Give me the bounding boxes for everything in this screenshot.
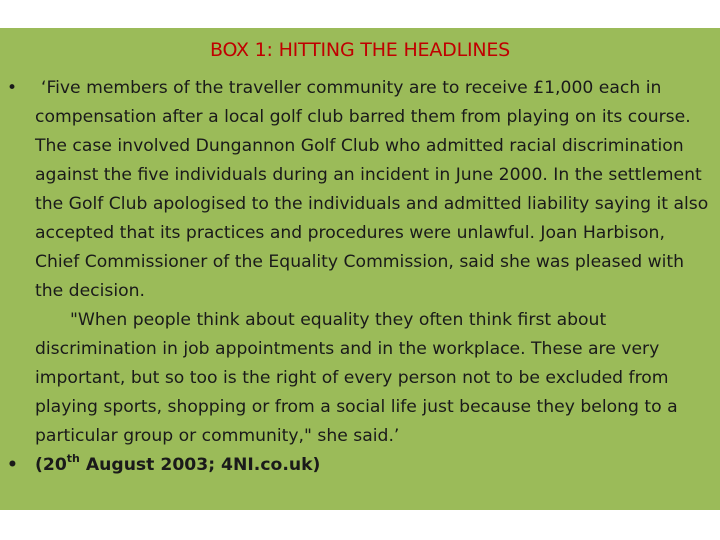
source-prefix: (20 [35,455,67,475]
box-title: BOX 1: HITTING THE HEADLINES [209,39,511,61]
source-bullet [0,451,720,480]
bullet-list [0,74,720,480]
bullet-icon: • [7,455,18,475]
source-suffix: August 2003; 4NI.co.uk) [79,455,321,475]
quote-bullet [0,74,720,451]
quote-paragraph-2: "When people think about equality they often think first about discrimination in job appointments and in the workplace. These are very important, but so too is the right of every person not to be excluded from playing sports, shopping or from a social life just because they belong to a particular group or community," she said.’ [35,310,678,446]
source-ordinal: th [66,452,80,466]
headline-box [0,28,720,510]
quote-paragraph-1: ‘Five members of the traveller community are to receive £1,000 each in compensation after a local golf club barred them from playing on its course. The case involved Dungannon Golf Club who admitted racial discrimination against the five individuals during an incident in June 2000. In the settlement the Golf Club apologised to the individuals and admitted liability saying it also accepted that its practices and procedures were unlawful. Joan Harbison, Chief Commissioner of the Equality Commission, said she was pleased with the decision. [35,78,709,301]
bullet-icon: • [7,78,18,98]
